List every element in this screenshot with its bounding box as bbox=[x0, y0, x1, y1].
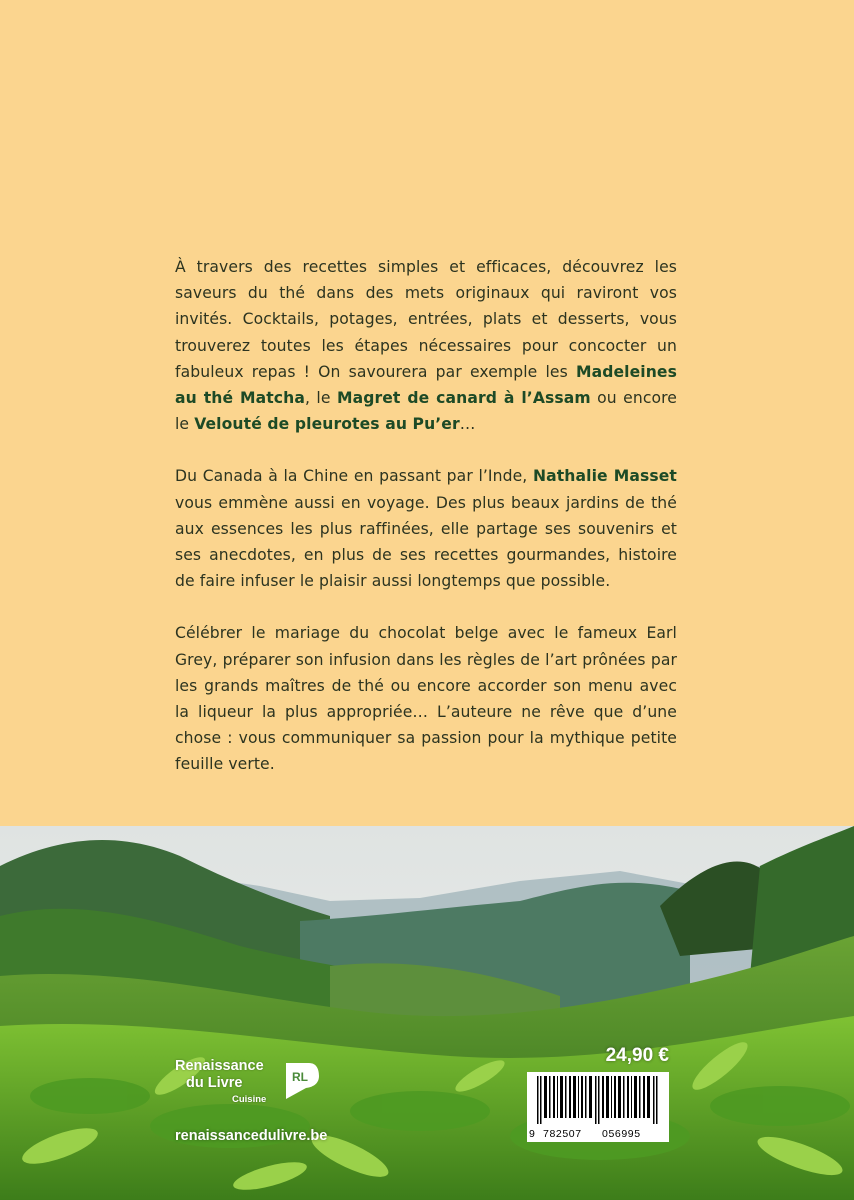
recipe-madeleines: Madeleines au thé Matcha bbox=[175, 362, 677, 408]
rl-badge-icon bbox=[284, 1061, 321, 1101]
text: À travers des recettes simples et efficaces, découvrez les saveurs du thé dans des mets originaux qui raviront vos invités. Cocktails, potages, entrées, plats et desserts, vous trouverez toutes les étapes nécessaires pour concocter un fabuleux repas ! On savourera par exemple les bbox=[175, 258, 677, 381]
isbn-group2: 056995 bbox=[602, 1128, 641, 1140]
collection-label: Cuisine bbox=[232, 1094, 267, 1105]
barcode-icon bbox=[535, 1076, 661, 1124]
isbn-group1: 782507 bbox=[543, 1128, 582, 1140]
publisher-website[interactable]: renaissancedulivre.be bbox=[175, 1128, 328, 1144]
text: ou encore le bbox=[175, 389, 678, 434]
text: vous emmène aussi en voyage. Des plus beaux jardins de thé aux essences les plus raffinées, elle partage ses souvenirs et ses anecdotes, en plus de ses recettes gourmandes, histoire de faire infuser le plaisir aussi longtemps que possible. bbox=[175, 493, 677, 591]
recipe-veloute: Velouté de pleurotes au Pu’er bbox=[194, 415, 460, 434]
publisher-name-line2: du Livre bbox=[186, 1075, 243, 1091]
text: … bbox=[459, 415, 476, 434]
author-name: Nathalie Masset bbox=[532, 467, 677, 486]
isbn-barcode bbox=[527, 1072, 669, 1142]
price-label: 24,90 € bbox=[605, 1045, 669, 1066]
paragraph-recipes bbox=[175, 254, 677, 437]
paragraph-passion: Célébrer le mariage du chocolat belge avec le fameux Earl Grey, préparer son infusion dans les règles de l’art prônées par les grands maîtres de thé ou encore accorder son menu avec la liqueur la plus appropriée… L’auteure ne rêve que d’une chose : vous communiquer sa passion pour la mythique petite feuille verte. bbox=[175, 624, 677, 774]
text: , le bbox=[304, 389, 337, 408]
publisher-name-line1: Renaissance bbox=[175, 1058, 264, 1074]
text: Du Canada à la Chine en passant par l’Inde, bbox=[175, 467, 533, 486]
paragraph-author bbox=[175, 463, 677, 594]
back-cover-text bbox=[175, 254, 677, 804]
recipe-magret: Magret de canard à l’Assam bbox=[336, 389, 591, 408]
rl-badge-text: RL bbox=[292, 1070, 308, 1084]
tea-plantation-photo bbox=[0, 826, 854, 1200]
isbn-prefix: 9 bbox=[529, 1128, 536, 1140]
publisher-logo bbox=[175, 1058, 325, 1108]
landscape-illustration bbox=[0, 826, 854, 1200]
